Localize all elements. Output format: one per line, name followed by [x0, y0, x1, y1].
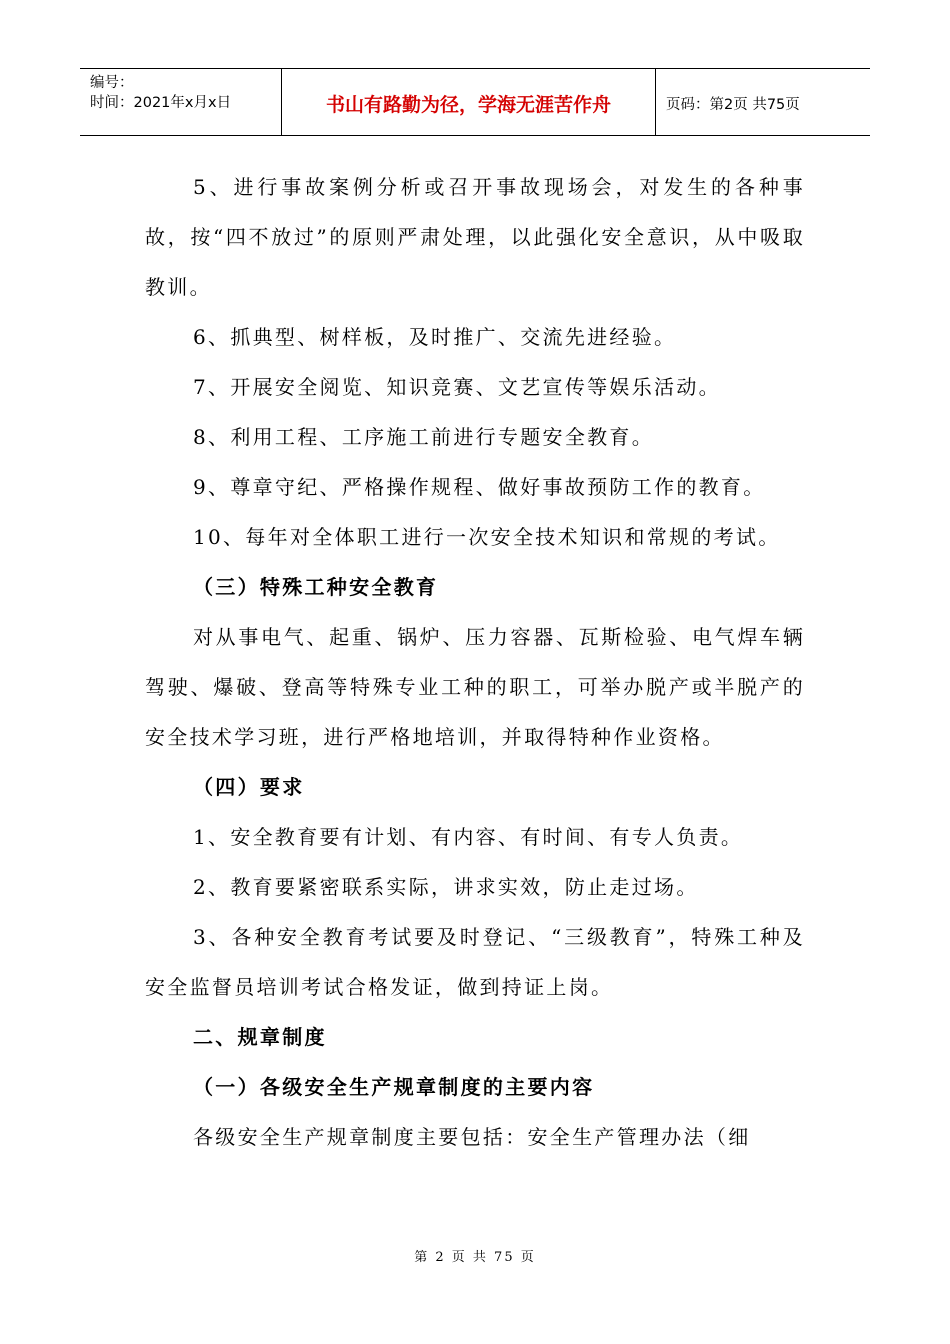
paragraph: 对从事电气、起重、锅炉、压力容器、瓦斯检验、电气焊车辆驾驶、爆破、登高等特殊专业工种的职工，可举办脱产或半脱产的安全技术学习班，进行严格地培训，并取得特种作业资格。: [145, 625, 805, 749]
header-motto: 书山有路勤为径，学海无涯苦作舟: [282, 69, 656, 135]
document-body: [145, 162, 805, 1162]
page-footer: 第 2 页 共 75 页: [414, 1250, 536, 1265]
section-heading: （三）特殊工种安全教育: [193, 575, 439, 599]
chapter-heading: 二、规章制度: [193, 1025, 327, 1049]
paragraph: 8、利用工程、工序施工前进行专题安全教育。: [193, 425, 655, 449]
paragraph: 7、开展安全阅览、知识竞赛、文艺宣传等娱乐活动。: [193, 375, 721, 399]
header-meta: [80, 69, 282, 135]
document-number-label: 编号：: [90, 75, 134, 91]
document-date: 时间：2021年x月x日: [90, 95, 232, 111]
paragraph: 各级安全生产规章制度主要包括：安全生产管理办法（细: [193, 1125, 751, 1149]
header-page-info: 页码：第2页 共75页: [666, 96, 800, 113]
paragraph: 6、抓典型、树样板，及时推广、交流先进经验。: [193, 325, 677, 349]
section-heading: （四）要求: [193, 775, 305, 799]
section-heading: （一）各级安全生产规章制度的主要内容: [193, 1075, 595, 1099]
paragraph: 10、每年对全体职工进行一次安全技术知识和常规的考试。: [193, 525, 781, 549]
page-header: [80, 68, 870, 136]
paragraph: 5、进行事故案例分析或召开事故现场会，对发生的各种事故，按“四不放过”的原则严肃处理，以此强化安全意识，从中吸取教训。: [145, 175, 805, 299]
paragraph: 9、尊章守纪、严格操作规程、做好事故预防工作的教育。: [193, 475, 766, 499]
paragraph: 3、各种安全教育考试要及时登记、“三级教育”，特殊工种及安全监督员培训考试合格发证，做到持证上岗。: [145, 925, 805, 999]
paragraph: 2、教育要紧密联系实际，讲求实效，防止走过场。: [193, 875, 699, 899]
paragraph: 1、安全教育要有计划、有内容、有时间、有专人负责。: [193, 825, 744, 849]
